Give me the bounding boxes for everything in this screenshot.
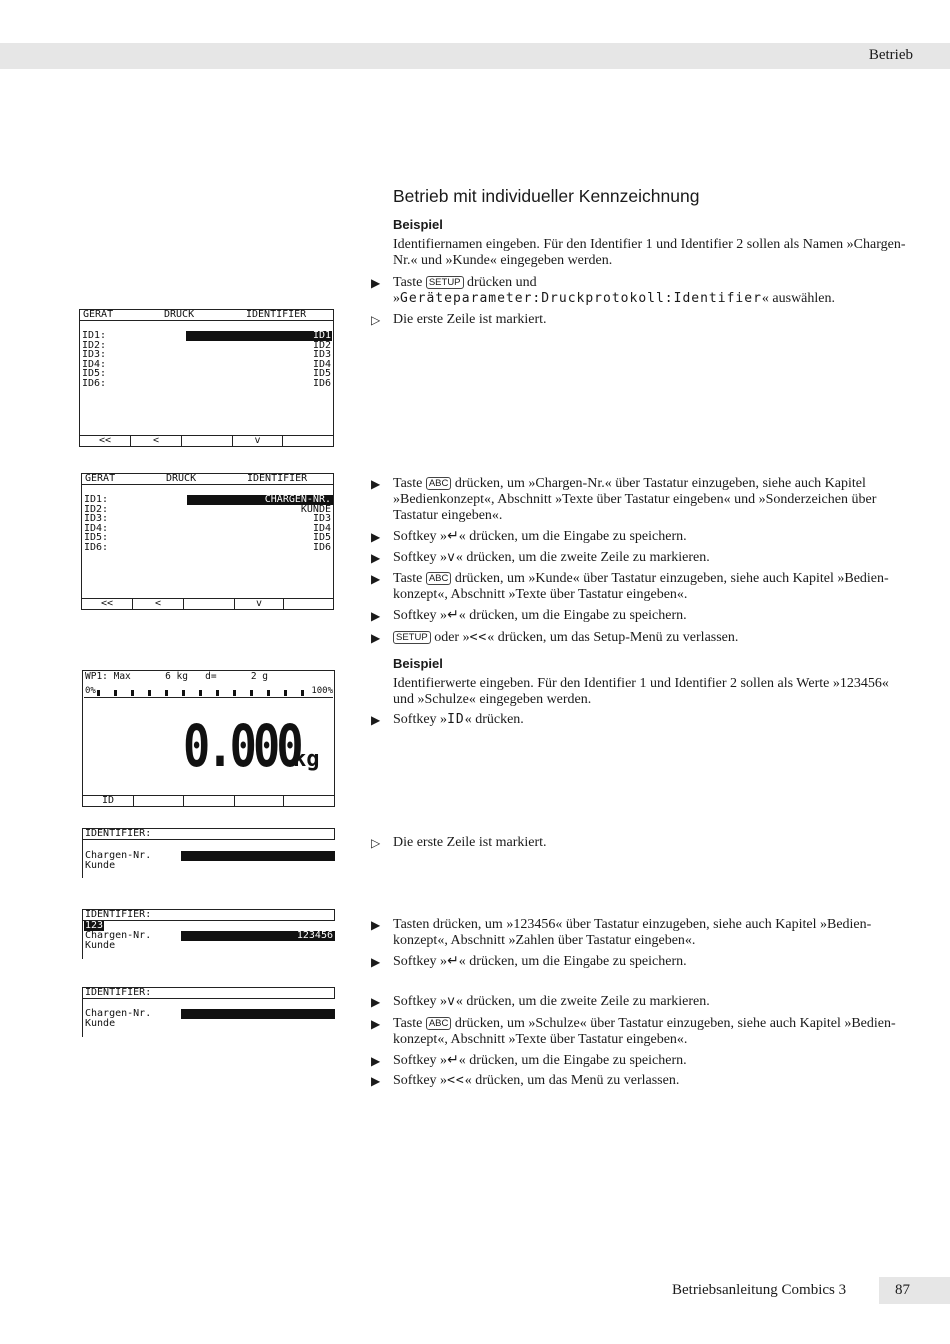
row-label: Kunde [85, 939, 116, 951]
step-text: « drücken, um das Setup-Menü zu verlassen. [487, 630, 739, 645]
step-text: « drücken, um das Menü zu verlassen. [464, 1073, 680, 1088]
row-value: KUNDE [300, 503, 331, 515]
scale-info: WP1: Max 6 kg d= 2 g [85, 671, 269, 682]
softkey-empty[interactable] [184, 796, 235, 806]
action-marker: ▶ [371, 631, 381, 645]
action-marker: ▶ [371, 918, 381, 932]
softkey-id[interactable]: ID [83, 796, 134, 806]
step-text: Softkey » [393, 550, 448, 565]
step-text: « drücken, um die Eingabe zu speichern. [458, 608, 687, 623]
step-item [371, 917, 911, 949]
down-symbol: v [447, 994, 456, 1009]
step-text: Taste [393, 1016, 423, 1031]
display-identifier-second [82, 987, 335, 1037]
enter-symbol: ↵ [447, 1053, 459, 1068]
selection-bar [181, 1009, 335, 1019]
tab-druck: DRUCK [166, 473, 197, 484]
step-item [371, 571, 911, 603]
row-label: ID1: [82, 330, 107, 341]
softkey-empty[interactable] [235, 796, 284, 806]
identifier-title: IDENTIFIER: [83, 829, 335, 840]
bar-right-label: 100% [311, 686, 333, 696]
row-label: ID4: [84, 522, 109, 534]
row-label: ID5: [84, 532, 109, 543]
step-item [371, 712, 911, 728]
step-item [371, 630, 911, 646]
step-text: drücken, um »Kunde« über Tastatur einzugeben, siehe auch Kapitel »Bedienkonzept«, Abschnitt »Texte über Tastatur eingeben«. [393, 571, 889, 602]
step-text: « drücken, um die zweite Zeile zu markieren. [455, 550, 710, 565]
step-text: Taste [393, 476, 423, 491]
step-text: Tasten drücken, um »123456« über Tastatur einzugeben, siehe auch Kapitel »Bedienkonzept«, Abschnitt »Zahlen über Tastatur eingeben«. [393, 917, 872, 948]
example-text: Identifierwerte eingeben. Für den Identifier 1 und Identifier 2 sollen als Werte »123456« und »Schulze« eingegeben werden. [393, 676, 889, 707]
display-tabs [82, 474, 333, 485]
step-text: Softkey » [393, 1073, 448, 1088]
back-symbol: << [447, 1073, 465, 1088]
row-value: 123456 [181, 931, 335, 941]
softkey-left[interactable]: < [133, 599, 184, 609]
display-identifier-input [82, 828, 335, 878]
row-label: ID3: [84, 513, 109, 524]
softkey-empty[interactable] [284, 796, 334, 806]
manual-title: Betriebsanleitung Combics 3 [672, 1282, 847, 1298]
tab-identifier: IDENTIFIER [246, 309, 307, 320]
softkey-empty[interactable] [182, 436, 233, 446]
selection-bar [181, 851, 335, 861]
softkey-down[interactable]: v [233, 436, 283, 446]
weight-unit: kg [293, 747, 320, 772]
action-marker: ▶ [371, 1074, 381, 1088]
step-text: Softkey » [393, 529, 448, 544]
tab-geraet: GERÄT [85, 473, 116, 484]
row-value: ID4 [312, 358, 331, 370]
action-marker: ▶ [371, 477, 381, 491]
example-label: Beispiel [393, 217, 443, 232]
row-value: ID3 [312, 513, 331, 524]
step-text: Softkey » [393, 608, 448, 623]
step-text: drücken und » [393, 275, 537, 306]
page-title: Betrieb mit individueller Kennzeichnung [393, 186, 700, 206]
row-value: ID2 [312, 339, 331, 351]
row-value: ID4 [312, 522, 331, 534]
step-text: drücken, um »Schulze« über Tastatur einzugeben, siehe auch Kapitel »Bedienkonzept«, Abschnitt »Texte über Tastatur eingeben«. [393, 1016, 896, 1047]
step-item [371, 1016, 911, 1048]
page-number: 87 [895, 1282, 910, 1298]
down-symbol: v [447, 550, 456, 565]
bar-left-label: 0% [85, 686, 96, 696]
softkey-empty[interactable] [134, 796, 184, 806]
action-marker: ▶ [371, 276, 381, 290]
action-marker: ▶ [371, 1017, 381, 1031]
step-item [371, 550, 911, 566]
display-identifier-value [82, 909, 335, 959]
step-text: « drücken, um die Eingabe zu speichern. [458, 529, 687, 544]
result-item [371, 312, 911, 328]
row-label: ID2: [84, 503, 109, 515]
step-text: « drücken, um die Eingabe zu speichern. [458, 954, 687, 969]
step-text: « auswählen. [761, 291, 835, 306]
row-label: ID3: [82, 349, 107, 360]
bar-graph [97, 690, 308, 696]
tab-druck: DRUCK [164, 309, 195, 320]
input-value[interactable]: 123 [85, 920, 104, 931]
softkey-back[interactable]: << [82, 599, 133, 609]
enter-symbol: ↵ [447, 954, 459, 969]
step-item [371, 476, 911, 524]
result-item [371, 835, 911, 851]
back-symbol: << [469, 630, 488, 645]
row-label: ID2: [82, 339, 107, 351]
abc-key: ABC [426, 477, 452, 490]
step-text: Softkey » [393, 1053, 448, 1068]
example-text: Identifiernamen eingeben. Für den Identifier 1 und Identifier 2 sollen als Namen »Chargen-Nr.« und »Kunde« eingegeben werden. [393, 237, 906, 268]
row-value: ID6 [312, 541, 331, 553]
softkey-left[interactable]: < [131, 436, 182, 446]
step-text: Softkey » [393, 954, 448, 969]
step-item [371, 529, 911, 545]
step-text: Die erste Zeile ist markiert. [393, 835, 547, 850]
action-marker: ▶ [371, 713, 381, 727]
row-label: ID6: [82, 377, 107, 389]
display-identifier-menu [79, 309, 334, 447]
row-label: ID5: [82, 368, 107, 379]
softkey-empty[interactable] [184, 599, 235, 609]
step-text: oder » [434, 630, 470, 645]
step-item [371, 954, 911, 970]
step-item [371, 1053, 911, 1069]
id-symbol: ID [447, 712, 465, 727]
softkey-down[interactable]: v [235, 599, 284, 609]
step-text: « drücken, um die zweite Zeile zu markieren. [455, 994, 710, 1009]
step-item [371, 1073, 911, 1089]
section-title: Betrieb [868, 47, 913, 63]
row-label: Chargen-Nr. [85, 930, 152, 941]
abc-key: ABC [426, 1017, 452, 1030]
step-item [371, 994, 911, 1010]
header-band [0, 43, 950, 69]
row-label: Chargen-Nr. [85, 1008, 152, 1019]
menu-path: Geräteparameter:Druckprotokoll:Identifier [400, 291, 762, 306]
row-value: ID6 [312, 377, 331, 389]
weight-value: 0.000 [183, 712, 300, 780]
action-marker: ▶ [371, 572, 381, 586]
abc-key: ABC [426, 572, 452, 585]
softkey-back[interactable]: << [80, 436, 131, 446]
row-label: ID4: [82, 358, 107, 370]
result-marker: ▷ [371, 313, 381, 327]
action-marker: ▶ [371, 530, 381, 544]
action-marker: ▶ [371, 1054, 381, 1068]
row-label: Chargen-Nr. [85, 850, 152, 861]
setup-key: SETUP [426, 276, 464, 289]
example-label: Beispiel [393, 656, 443, 671]
row-label: ID1: [84, 494, 109, 505]
tab-identifier: IDENTIFIER [247, 473, 308, 484]
tab-geraet: GERÄT [83, 309, 114, 320]
step-item [371, 608, 911, 624]
step-text: drücken, um »Chargen-Nr.« über Tastatur einzugeben, siehe auch Kapitel »Bedienkonzept«, Abschnitt »Texte über Tastatur eingeben« und »Sonderzeichen über Tastatur eingeben«. [393, 476, 877, 523]
action-marker: ▶ [371, 609, 381, 623]
step-text: Softkey » [393, 994, 448, 1009]
enter-symbol: ↵ [447, 529, 459, 544]
softkey-empty[interactable] [283, 436, 333, 446]
step-text: Taste [393, 275, 423, 290]
step-item [371, 275, 911, 307]
step-text: Softkey » [393, 712, 448, 727]
row-label: Kunde [85, 859, 116, 871]
action-marker: ▶ [371, 955, 381, 969]
setup-key: SETUP [393, 631, 431, 644]
row-value: CHARGEN-NR. [264, 494, 331, 505]
display-tabs [80, 310, 333, 321]
step-text: « drücken. [464, 712, 524, 727]
action-marker: ▶ [371, 551, 381, 565]
row-label: Kunde [85, 1017, 116, 1029]
softkey-bar [80, 435, 333, 446]
result-marker: ▷ [371, 836, 381, 850]
row-value: ID5 [312, 368, 331, 379]
row-value: ID5 [312, 532, 331, 543]
step-text: « drücken, um die Eingabe zu speichern. [458, 1053, 687, 1068]
row-value: ID1 [312, 330, 331, 341]
step-text: Taste [393, 571, 423, 586]
action-marker: ▶ [371, 995, 381, 1009]
softkey-bar [82, 598, 333, 609]
softkey-empty[interactable] [284, 599, 333, 609]
row-label: ID6: [84, 541, 109, 553]
step-text: Die erste Zeile ist markiert. [393, 312, 547, 327]
identifier-title: IDENTIFIER: [83, 988, 335, 999]
row-value: ID3 [312, 349, 331, 360]
softkey-bar [83, 795, 334, 806]
enter-symbol: ↵ [447, 608, 459, 623]
bar-divider [84, 697, 333, 698]
display-weighing [82, 670, 335, 807]
display-identifier-names [81, 473, 334, 610]
identifier-title: IDENTIFIER: [83, 910, 335, 921]
